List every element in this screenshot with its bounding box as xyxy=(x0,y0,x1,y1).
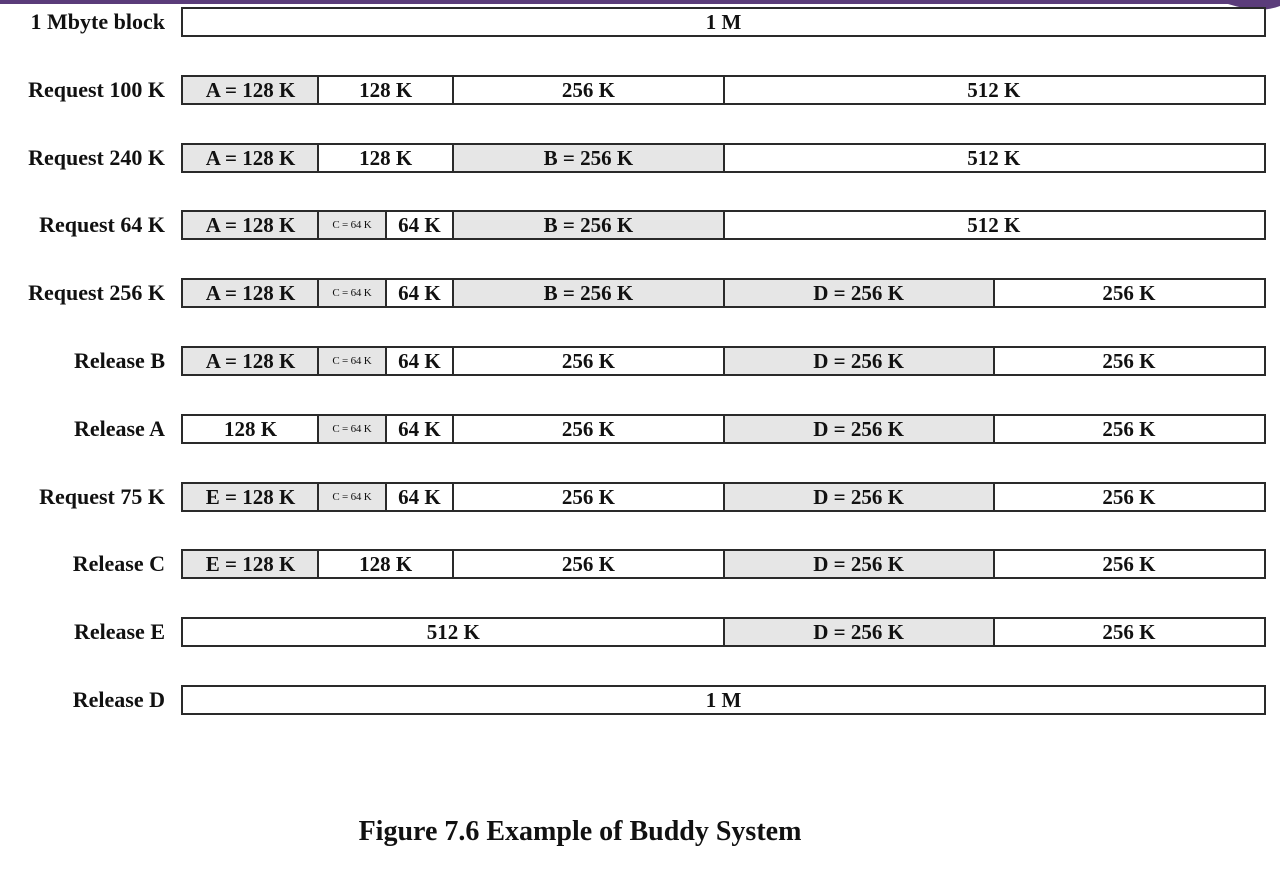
block-divider xyxy=(317,280,319,306)
row-label: Release D xyxy=(72,687,165,712)
block-divider xyxy=(385,280,387,306)
top-banner-strip xyxy=(0,0,1280,4)
free-block: 128 K xyxy=(359,145,413,170)
memory-row xyxy=(0,73,1280,107)
allocated-block: B = 256 K xyxy=(453,145,723,171)
row-label: 1 Mbyte block xyxy=(30,9,165,34)
memory-row xyxy=(0,683,1280,717)
allocated-block: B = 256 K xyxy=(453,280,723,306)
block-divider xyxy=(452,77,454,103)
allocated-block: A = 128 K xyxy=(183,280,318,306)
allocated-block: C = 64 K xyxy=(318,484,386,510)
memory-row xyxy=(0,208,1280,242)
memory-bar xyxy=(181,75,1266,105)
row-label: Request 240 K xyxy=(28,144,165,170)
free-block: 64 K xyxy=(398,484,441,509)
memory-row xyxy=(0,5,1280,39)
memory-bar xyxy=(181,210,1266,240)
block-divider xyxy=(723,484,725,510)
row-label: Release C xyxy=(72,551,165,577)
free-block: 256 K xyxy=(1102,620,1156,645)
block-divider xyxy=(452,484,454,510)
free-block: 256 K xyxy=(561,349,615,373)
row-label: Release B xyxy=(73,348,165,373)
block-divider xyxy=(317,551,319,577)
block-divider xyxy=(993,619,995,645)
row-label: Release E xyxy=(73,619,165,645)
memory-bar xyxy=(181,685,1266,715)
allocated-block: D = 256 K xyxy=(724,416,994,442)
free-block: 256 K xyxy=(1102,552,1156,577)
allocated-block: C = 64 K xyxy=(318,416,386,442)
row-label: Request 256 K xyxy=(28,280,165,306)
free-block: 512 K xyxy=(426,620,480,645)
block-divider xyxy=(385,212,387,238)
free-block: 256 K xyxy=(561,77,615,102)
block-divider xyxy=(452,348,454,374)
memory-row xyxy=(0,615,1280,649)
block-divider xyxy=(993,280,995,306)
allocated-block: A = 128 K xyxy=(183,212,318,238)
memory-row xyxy=(0,412,1280,446)
block-divider xyxy=(723,77,725,103)
block-divider xyxy=(317,348,319,374)
memory-bar xyxy=(181,549,1266,579)
block-divider xyxy=(385,348,387,374)
allocated-block: D = 256 K xyxy=(724,484,994,510)
block-divider xyxy=(723,416,725,442)
block-divider xyxy=(452,212,454,238)
block-divider xyxy=(317,77,319,103)
block-divider xyxy=(723,348,725,374)
free-block: 512 K xyxy=(967,213,1021,238)
allocated-block: C = 64 K xyxy=(318,212,386,238)
memory-row xyxy=(0,141,1280,175)
memory-bar xyxy=(181,346,1266,376)
row-label: Request 100 K xyxy=(28,76,165,102)
allocated-block: C = 64 K xyxy=(318,280,386,306)
memory-bar xyxy=(181,482,1266,512)
memory-row xyxy=(0,547,1280,581)
free-block: 256 K xyxy=(561,416,615,441)
free-block: 64 K xyxy=(398,416,441,441)
block-divider xyxy=(385,416,387,442)
memory-row xyxy=(0,276,1280,310)
block-divider xyxy=(385,484,387,510)
allocated-block: D = 256 K xyxy=(724,619,994,645)
free-block: 128 K xyxy=(359,77,413,102)
block-divider xyxy=(317,416,319,442)
row-label: Request 75 K xyxy=(39,483,165,509)
block-divider xyxy=(993,484,995,510)
allocated-block: A = 128 K xyxy=(183,145,318,171)
block-divider xyxy=(723,212,725,238)
allocated-block: A = 128 K xyxy=(183,77,318,103)
block-divider xyxy=(723,145,725,171)
block-divider xyxy=(723,551,725,577)
free-block: 512 K xyxy=(967,77,1021,102)
allocated-block: A = 128 K xyxy=(183,348,318,374)
block-divider xyxy=(452,551,454,577)
free-block: 64 K xyxy=(398,213,441,238)
block-divider xyxy=(452,145,454,171)
row-label: Request 64 K xyxy=(39,212,165,238)
memory-bar xyxy=(181,7,1266,37)
block-divider xyxy=(993,348,995,374)
block-divider xyxy=(723,280,725,306)
memory-bar xyxy=(181,143,1266,173)
allocated-block: B = 256 K xyxy=(453,212,723,238)
memory-bar xyxy=(181,414,1266,444)
block-divider xyxy=(723,619,725,645)
free-block: 128 K xyxy=(224,416,278,441)
allocated-block: D = 256 K xyxy=(724,348,994,374)
free-block: 512 K xyxy=(967,145,1021,170)
block-divider xyxy=(993,551,995,577)
memory-bar xyxy=(181,278,1266,308)
figure-caption: Figure 7.6 Example of Buddy System xyxy=(358,816,802,847)
block-divider xyxy=(317,484,319,510)
block-divider xyxy=(317,212,319,238)
free-block: 1 M xyxy=(705,688,742,712)
allocated-block: E = 128 K xyxy=(183,484,318,510)
allocated-block: C = 64 K xyxy=(318,348,386,374)
free-block: 1 M xyxy=(705,10,742,34)
memory-row xyxy=(0,344,1280,378)
free-block: 256 K xyxy=(1102,484,1156,509)
block-divider xyxy=(452,280,454,306)
row-label: Release A xyxy=(73,415,165,441)
block-divider xyxy=(452,416,454,442)
free-block: 128 K xyxy=(359,552,413,577)
memory-row xyxy=(0,480,1280,514)
free-block: 64 K xyxy=(398,281,441,306)
free-block: 256 K xyxy=(1102,416,1156,441)
memory-bar xyxy=(181,617,1266,647)
allocated-block: D = 256 K xyxy=(724,280,994,306)
free-block: 256 K xyxy=(1102,281,1156,306)
block-divider xyxy=(993,416,995,442)
free-block: 256 K xyxy=(561,552,615,577)
block-divider xyxy=(317,145,319,171)
free-block: 256 K xyxy=(561,484,615,509)
allocated-block: D = 256 K xyxy=(724,551,994,577)
allocated-block: E = 128 K xyxy=(183,551,318,577)
free-block: 64 K xyxy=(398,349,441,373)
free-block: 256 K xyxy=(1102,349,1156,373)
